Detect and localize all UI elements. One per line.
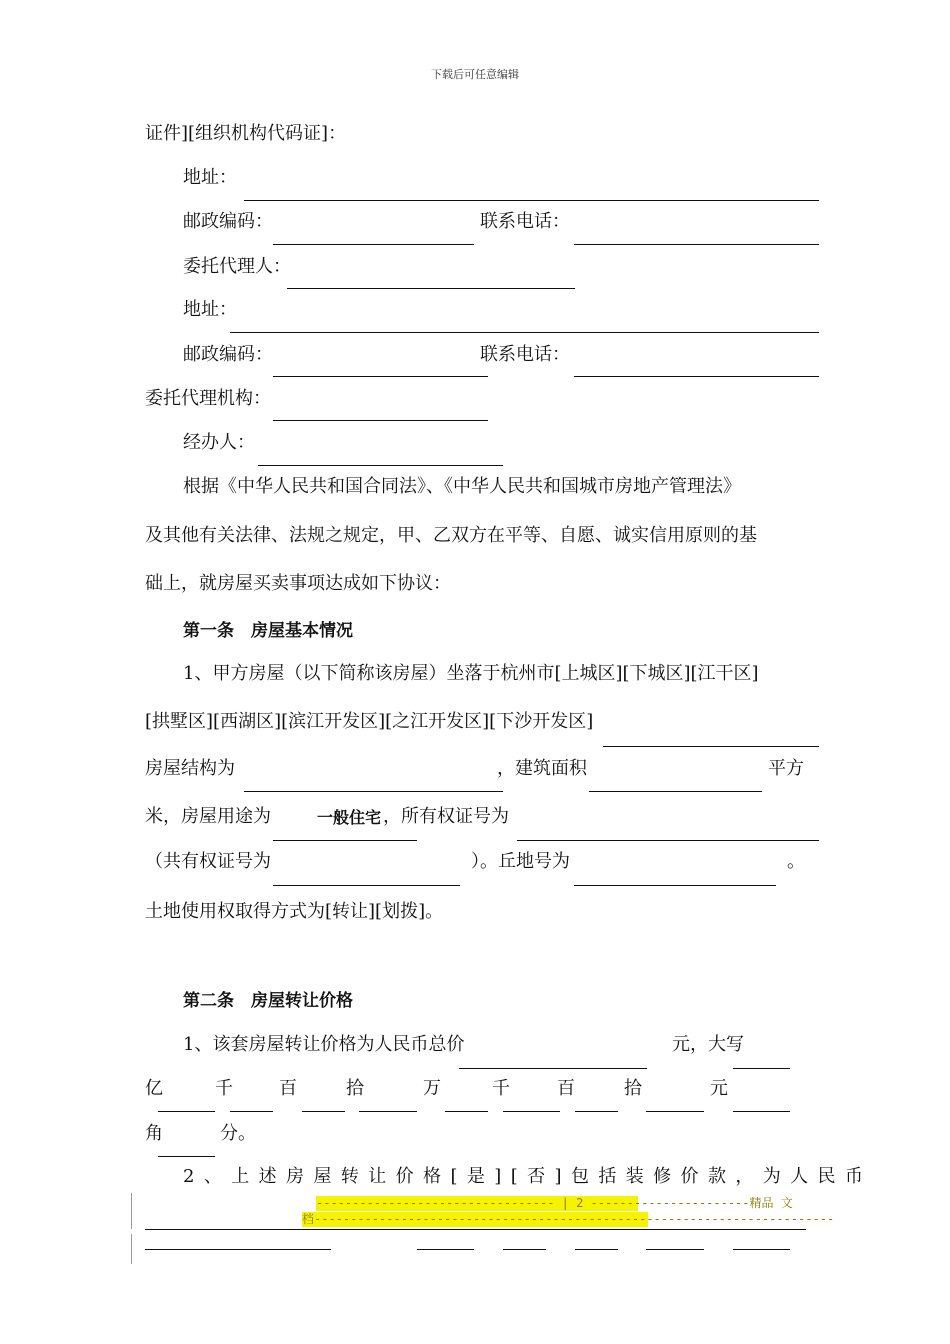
article1-title: 第一条 房屋基本情况 — [183, 621, 353, 641]
bottom-field-6[interactable] — [733, 1249, 790, 1250]
structure-label: 房屋结构为 — [145, 758, 235, 779]
article1-line-1: 1、甲方房屋（以下简称该房屋）坐落于杭州市[上城区][下城区][江干区] — [183, 663, 759, 684]
unit-shi: 拾 — [346, 1078, 364, 1099]
digit-field-2[interactable] — [230, 1111, 273, 1112]
co-ownership-field[interactable] — [273, 885, 460, 886]
unit-fen: 分。 — [220, 1123, 256, 1144]
agent-postcode-label: 邮政编码： — [183, 344, 273, 365]
unit-jiao: 角 — [145, 1123, 163, 1144]
agent-address-field[interactable] — [230, 332, 819, 333]
certificate-label: ，所有权证号为 — [383, 806, 509, 827]
digit-field-7[interactable] — [575, 1111, 618, 1112]
paragraph-line-2: 及其他有关法律、法规之规定，甲、乙双方在平等、自愿、诚实信用原则的基 — [145, 525, 757, 546]
unit-qian: 千 — [215, 1078, 233, 1099]
jiao-field[interactable] — [158, 1156, 215, 1157]
area-upper-line — [603, 746, 819, 747]
digit-field-1[interactable] — [158, 1111, 215, 1112]
digit-field-8[interactable] — [646, 1111, 704, 1112]
agent-phone-label: 联系电话： — [480, 344, 570, 365]
land-number-label: ）。丘地号为 — [471, 851, 570, 872]
price-field[interactable] — [459, 1068, 647, 1069]
co-ownership-label: （共有权证号为 — [145, 851, 271, 872]
decoration-price-line: 2、上述房屋转让价格[是][否]包括装修价款，为人民币 — [183, 1166, 873, 1187]
usage-field[interactable] — [273, 840, 417, 841]
bottom-field-4[interactable] — [575, 1249, 618, 1250]
area-label: ，建筑面积 — [497, 758, 587, 779]
paragraph-line-1: 根据《中华人民共和国合同法》、《中华人民共和国城市房地产管理法》 — [183, 476, 741, 497]
margin-bar-1 — [131, 1193, 132, 1229]
agent-address-label: 地址： — [183, 299, 237, 320]
land-number-end: 。 — [787, 851, 805, 872]
margin-bar-2 — [131, 1234, 132, 1264]
phone-field[interactable] — [574, 244, 819, 245]
paragraph-line-3: 础上，就房屋买卖事项达成如下协议： — [145, 573, 451, 594]
price-label: 1、该套房屋转让价格为人民币总价 — [183, 1034, 465, 1055]
unit-yuan: 元 — [710, 1078, 728, 1099]
decoration-price-field[interactable] — [145, 1229, 806, 1230]
capital-upper-line — [733, 1068, 790, 1069]
digit-field-9[interactable] — [733, 1111, 790, 1112]
digit-field-5[interactable] — [445, 1111, 488, 1112]
article1-line-2: [拱墅区][西湖区][滨江开发区][之江开发区][下沙开发区] — [145, 711, 594, 732]
digit-field-6[interactable] — [503, 1111, 560, 1112]
bottom-field-3[interactable] — [503, 1249, 546, 1250]
page-header: 下载后可任意编辑 — [431, 68, 519, 81]
article2-title: 第二条 房屋转让价格 — [183, 991, 353, 1011]
footer-doc-marker: 档------------------------------------------------------------------------ — [302, 1212, 835, 1226]
bottom-field-5[interactable] — [646, 1249, 704, 1250]
price-capital-label: 元，大写 — [672, 1034, 744, 1055]
address-label: 地址： — [183, 167, 237, 188]
bottom-field-2[interactable] — [417, 1249, 474, 1250]
footer-page-marker: --------------------------------- | 2 ----------------------精品 文 — [316, 1196, 793, 1210]
area-field[interactable] — [589, 791, 762, 792]
agent-field[interactable] — [287, 288, 575, 289]
unit-bai-2: 百 — [557, 1078, 575, 1099]
unit-wan: 万 — [423, 1078, 441, 1099]
agency-label: 委托代理机构： — [145, 388, 271, 409]
postcode-field[interactable] — [273, 244, 474, 245]
unit-yi: 亿 — [145, 1078, 163, 1099]
structure-field[interactable] — [244, 791, 503, 792]
digit-field-4[interactable] — [359, 1111, 417, 1112]
unit-bai: 百 — [279, 1078, 297, 1099]
phone-label: 联系电话： — [480, 211, 570, 232]
address-field[interactable] — [244, 200, 819, 201]
certificate-field[interactable] — [517, 840, 819, 841]
land-use-line: 土地使用权取得方式为[转让][划拨]。 — [145, 901, 444, 922]
digit-field-3[interactable] — [302, 1111, 345, 1112]
agent-label: 委托代理人： — [183, 256, 291, 277]
land-number-field[interactable] — [574, 885, 776, 886]
postcode-label: 邮政编码： — [183, 211, 273, 232]
usage-value: 一般住宅 — [317, 808, 382, 827]
agent-postcode-field[interactable] — [273, 376, 488, 377]
bottom-field-1[interactable] — [145, 1249, 331, 1250]
id-type-line: 证件][组织机构代码证]： — [145, 123, 347, 144]
agent-phone-field[interactable] — [574, 376, 819, 377]
handler-label: 经办人： — [183, 432, 255, 453]
agency-field[interactable] — [273, 420, 488, 421]
usage-label: 米，房屋用途为 — [145, 806, 271, 827]
area-unit: 平方 — [768, 758, 804, 779]
unit-qian-2: 千 — [492, 1078, 510, 1099]
unit-shi-2: 拾 — [624, 1078, 642, 1099]
handler-field[interactable] — [258, 465, 503, 466]
